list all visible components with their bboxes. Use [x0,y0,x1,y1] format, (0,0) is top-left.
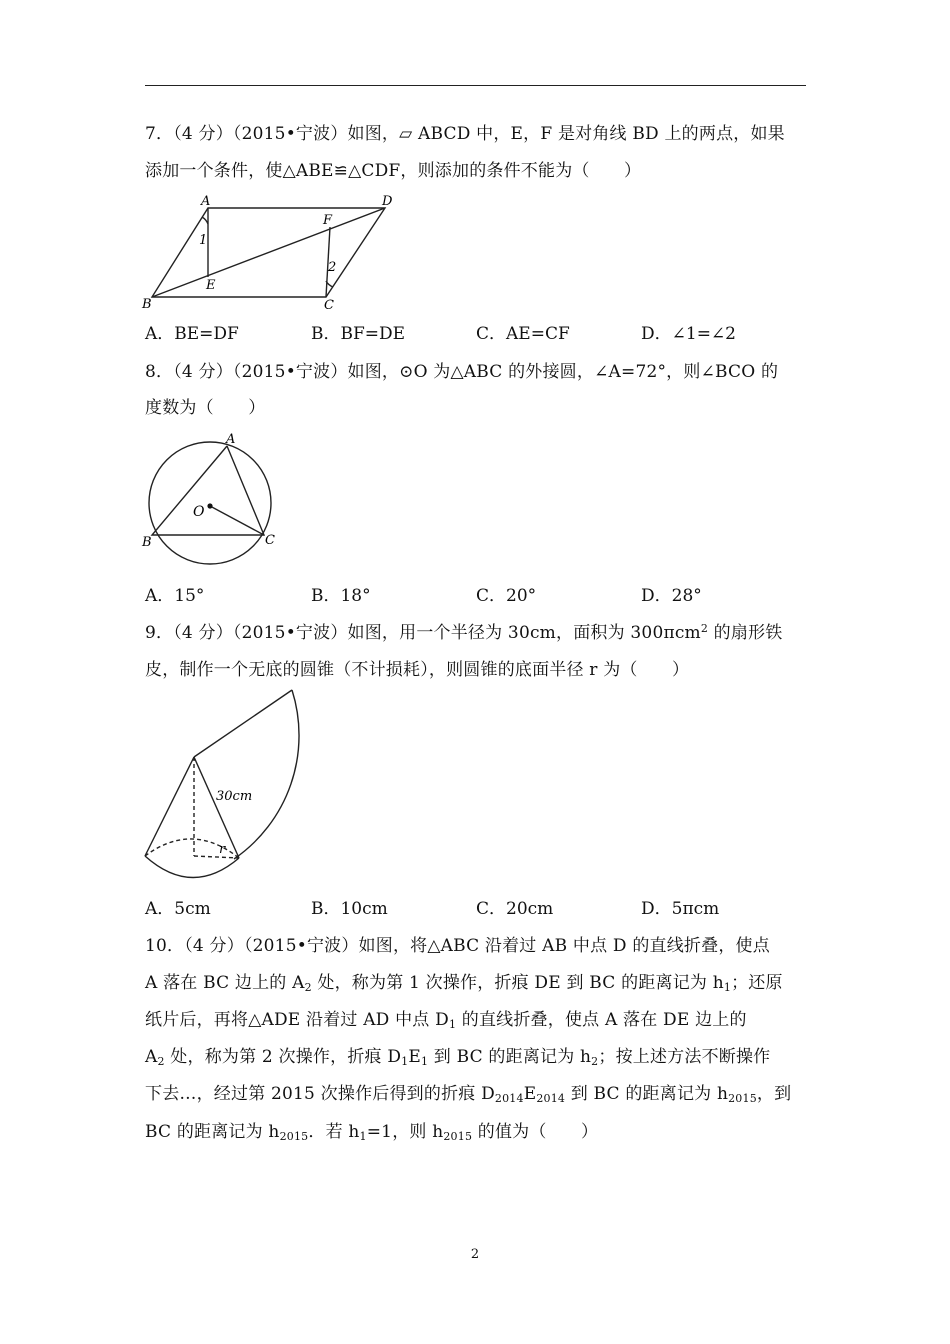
q9-label-30cm: 30cm [216,789,253,804]
q8-label-B: B [142,535,152,550]
q8-option-c[interactable]: C．20° [476,586,537,606]
q7-option-c[interactable]: C．AE=CF [476,324,570,344]
q10-l5-sub-1: 2014 [494,1092,524,1105]
q10-l4-seg-b: 处，称为第 2 次操作，折痕 D [164,1047,402,1067]
q10-stem-line6 [145,1121,598,1143]
q9-stem-line1 [145,622,782,644]
q10-l4-seg-a: A [145,1047,158,1067]
q10-l2-seg-c: ；还原 [731,973,783,993]
q9-stem-line2: 皮，制作一个无底的圆锥（不计损耗），则圆锥的底面半径 r 为（ ） [145,660,690,680]
q10-stem-line4 [145,1046,770,1068]
q9-superscript: 2 [700,622,709,635]
q9-option-c[interactable]: C．20cm [476,899,554,919]
q10-stem-line5 [145,1083,791,1105]
q10-l3-seg-b: 的直线折叠，使点 A 落在 DE 边上的 [456,1010,747,1030]
q10-l6-sub-3: 2015 [443,1130,473,1143]
q10-l4-seg-c: E [408,1047,421,1067]
q9-cone-figure [140,686,310,886]
q10-l2-sub-1: 2 [304,981,312,994]
q7-label-C: C [324,298,334,313]
q10-l4-sub-3: 1 [420,1055,429,1068]
q10-l4-sub-2: 1 [401,1055,409,1068]
q7-label-D: D [382,194,393,209]
q7-label-E: E [206,278,216,293]
q10-stem-line1: 10．（4 分）（2015•宁波）如图，将△ABC 沿着过 AB 中点 D 的直线折叠，使点 [145,936,770,956]
page-number: 2 [470,1247,480,1262]
q8-stem-line2: 度数为（ ） [145,398,266,418]
q10-l4-seg-e: ；按上述方法不断操作 [598,1047,771,1067]
q10-l6-seg-c: =1，则 h [366,1122,444,1142]
q10-l2-sub-2: 1 [723,981,732,994]
q7-parallelogram-figure [140,188,410,313]
q10-stem-line3 [145,1009,747,1031]
q9-stem-tail: 的扇形铁 [708,623,783,643]
q8-label-O: O [193,504,205,520]
q8-option-a[interactable]: A．15° [145,586,205,606]
q10-l5-seg-c: 到 BC 的距离记为 h [565,1084,729,1104]
q10-l5-sub-2: 2014 [536,1092,566,1105]
q10-l5-seg-b: E [523,1084,537,1104]
q9-label-r: r [219,842,226,857]
q10-l6-seg-b: ．若 h [308,1122,360,1142]
q7-option-d[interactable]: D．∠1=∠2 [641,324,736,344]
q7-stem-line1: 7．（4 分）（2015•宁波）如图，▱ ABCD 中，E，F 是对角线 BD 上的两点，如果 [145,124,785,144]
q10-l2-seg-a: A 落在 BC 边上的 A [145,973,305,993]
q10-l6-sub-2: 1 [359,1130,367,1143]
q10-stem-line2 [145,972,783,994]
q8-label-A: A [226,432,236,447]
q8-stem-line1: 8．（4 分）（2015•宁波）如图，⊙O 为△ABC 的外接圆，∠A=72°，则∠BCO 的 [145,362,779,382]
q10-l4-seg-d: 到 BC 的距离记为 h [428,1047,592,1067]
q10-l4-sub-4: 2 [591,1055,599,1068]
q10-l3-seg-a: 纸片后，再将△ADE 沿着过 AD 中点 D [145,1010,449,1030]
q10-l5-seg-d: ，到 [756,1084,792,1104]
q9-option-b[interactable]: B．10cm [311,899,388,919]
q10-l6-seg-d: 的值为（ ） [472,1122,599,1142]
q7-label-2: 2 [328,260,337,275]
q10-l3-sub: 1 [448,1018,457,1031]
q7-option-a[interactable]: A．BE=DF [145,324,239,344]
q8-option-d[interactable]: D．28° [641,586,702,606]
q10-l6-seg-a: BC 的距离记为 h [145,1122,280,1142]
q10-l5-seg-a: 下去…，经过第 2015 次操作后得到的折痕 D [145,1084,495,1104]
q7-label-A: A [201,194,211,209]
header-rule [145,85,806,86]
q7-option-b[interactable]: B．BF=DE [311,324,406,344]
q10-l4-sub-1: 2 [157,1055,165,1068]
q10-l2-seg-b: 处，称为第 1 次操作，折痕 DE 到 BC 的距离记为 h [311,973,724,993]
q9-option-a[interactable]: A．5cm [145,899,211,919]
q7-label-B: B [142,297,152,312]
q7-label-F: F [323,213,333,228]
q8-option-b[interactable]: B．18° [311,586,371,606]
q7-stem-line2: 添加一个条件，使△ABE≌△CDF，则添加的条件不能为（ ） [145,161,642,181]
q9-option-d[interactable]: D．5πcm [641,899,720,919]
q8-label-C: C [265,533,275,548]
q10-l6-sub-1: 2015 [279,1130,309,1143]
q8-circle-figure [140,430,290,555]
q9-stem-text: 9．（4 分）（2015•宁波）如图，用一个半径为 30cm，面积为 300πcm [145,623,701,643]
q7-label-1: 1 [199,233,208,248]
q10-l5-sub-3: 2015 [728,1092,757,1105]
